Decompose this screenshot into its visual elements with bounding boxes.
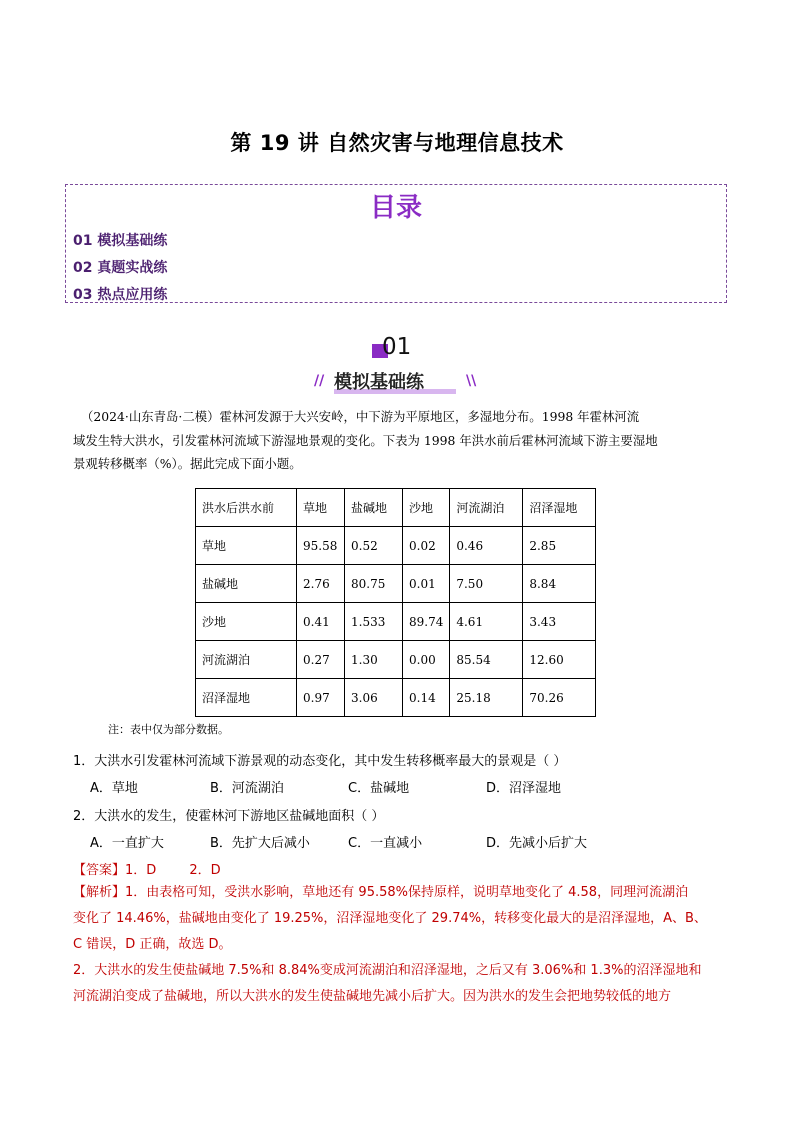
transition-probability-table (195, 488, 596, 717)
question-2-option-d[interactable]: D．先减小后扩大 (486, 836, 588, 851)
table-cell: 河流湖泊 (196, 641, 297, 679)
section-heading (310, 368, 480, 394)
question-1-option-d[interactable]: D．沼泽湿地 (486, 781, 562, 796)
table-cell: 草地 (196, 527, 297, 565)
section-number-badge (372, 334, 422, 362)
question-1-option-b[interactable]: B．河流湖泊 (210, 781, 284, 796)
analysis-line-1 (73, 880, 733, 906)
intro-line-1: （2024·山东青岛·二模）霍林河发源于大兴安岭，中下游为平原地区，多湿地分布。1998 年霍林河流 (81, 409, 640, 424)
table-header-cell: 沙地 (403, 489, 450, 527)
table-cell: 2.76 (297, 565, 345, 603)
table-cell: 0.02 (403, 527, 450, 565)
question-2-option-b[interactable]: B．先扩大后减小 (210, 836, 310, 851)
section-title: 模拟基础练 (334, 372, 424, 393)
toc-heading: 目录 (369, 193, 422, 223)
table-header-cell: 洪水后洪水前 (196, 489, 297, 527)
table-cell: 盐碱地 (196, 565, 297, 603)
answer-line (73, 859, 221, 878)
table-row (196, 603, 596, 641)
table-cell: 2.85 (523, 527, 596, 565)
analysis-text: 1．由表格可知，受洪水影响，草地还有 95.58%保持原样，说明草地变化了 4.58，同理河流湖泊 (125, 885, 689, 900)
question-1-option-c[interactable]: C．盐碱地 (348, 781, 410, 796)
toc-item-2[interactable]: 02 真题实战练 (73, 260, 168, 276)
table-row (196, 641, 596, 679)
table-cell: 8.84 (523, 565, 596, 603)
analysis-block (73, 880, 733, 1010)
table-cell: 95.58 (297, 527, 345, 565)
question-2-stem: 2．大洪水的发生，使霍林河下游地区盐碱地面积（ ） (73, 809, 385, 824)
table-header-cell: 盐碱地 (345, 489, 403, 527)
intro-line-2: 域发生特大洪水，引发霍林河流域下游湿地景观的变化。下表为 1998 年洪水前后霍林河流域下游主要湿地 (73, 433, 658, 448)
toc-item-1[interactable]: 01 模拟基础练 (73, 233, 168, 249)
table-cell: 沙地 (196, 603, 297, 641)
toc-item-3[interactable]: 03 热点应用练 (73, 287, 168, 303)
table-row (196, 565, 596, 603)
section-number: 01 (382, 334, 412, 360)
table-row (196, 679, 596, 717)
table-of-contents (65, 184, 727, 303)
left-slash-decoration: // (314, 373, 325, 389)
table-cell: 1.30 (345, 641, 403, 679)
analysis-line-3: C 错误，D 正确，故选 D。 (73, 937, 232, 952)
table-header-cell: 河流湖泊 (450, 489, 523, 527)
table-note: 注：表中仅为部分数据。 (108, 723, 229, 736)
question-1-stem: 1．大洪水引发霍林河流域下游景观的动态变化，其中发生转移概率最大的景观是（ ） (73, 754, 567, 769)
table-row (196, 527, 596, 565)
table-cell: 1.533 (345, 603, 403, 641)
analysis-line-4: 2．大洪水的发生使盐碱地 7.5%和 8.84%变成河流湖泊和沼泽湿地，之后又有 3.06%和 1.3%的沼泽湿地和 (73, 963, 702, 978)
analysis-label: 【解析】 (73, 885, 126, 900)
table-cell: 0.14 (403, 679, 450, 717)
table-cell: 0.01 (403, 565, 450, 603)
answer-label: 【答案】 (73, 863, 126, 878)
table-cell: 85.54 (450, 641, 523, 679)
table-cell: 3.43 (523, 603, 596, 641)
table-cell: 25.18 (450, 679, 523, 717)
table-cell: 0.41 (297, 603, 345, 641)
question-2-option-a[interactable]: A．一直扩大 (90, 836, 164, 851)
intro-line-3: 景观转移概率（%）。据此完成下面小题。 (73, 456, 302, 471)
table-cell: 7.50 (450, 565, 523, 603)
table-cell: 0.27 (297, 641, 345, 679)
page-title: 第 19 讲 自然灾害与地理信息技术 (230, 131, 564, 155)
question-2-option-c[interactable]: C．一直减小 (348, 836, 423, 851)
table-cell: 0.52 (345, 527, 403, 565)
answer-text: 1．D 2．D (125, 863, 221, 878)
table-cell: 89.74 (403, 603, 450, 641)
table-cell: 0.97 (297, 679, 345, 717)
table-cell: 3.06 (345, 679, 403, 717)
table-header-cell: 沼泽湿地 (523, 489, 596, 527)
table-header-row (196, 489, 596, 527)
right-slash-decoration: \\ (466, 373, 477, 389)
table-cell: 4.61 (450, 603, 523, 641)
table-cell: 12.60 (523, 641, 596, 679)
analysis-line-5: 河流湖泊变成了盐碱地，所以大洪水的发生使盐碱地先减小后扩大。因为洪水的发生会把地势较低的地方 (73, 989, 672, 1004)
analysis-line-2: 变化了 14.46%，盐碱地由变化了 19.25%，沼泽湿地变化了 29.74%，转移变化最大的是沼泽湿地，A、B、 (73, 911, 707, 926)
table-cell: 沼泽湿地 (196, 679, 297, 717)
table-header-cell: 草地 (297, 489, 345, 527)
table-cell: 0.46 (450, 527, 523, 565)
question-1-option-a[interactable]: A．草地 (90, 781, 138, 796)
table-cell: 80.75 (345, 565, 403, 603)
table-cell: 70.26 (523, 679, 596, 717)
table-cell: 0.00 (403, 641, 450, 679)
